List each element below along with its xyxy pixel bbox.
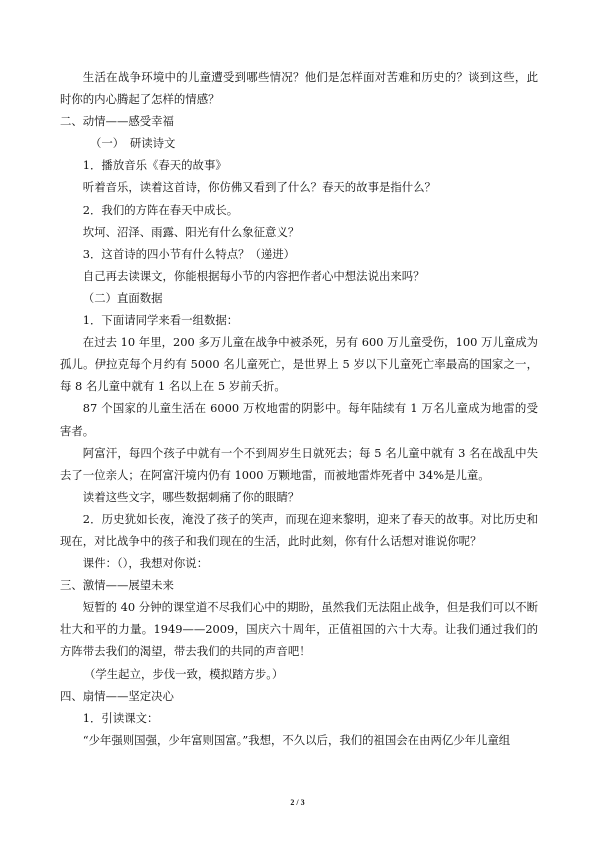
paragraph: 1．下面请同学来看一组数据： bbox=[82, 313, 239, 328]
paragraph: 2．历史犹如长夜，淹没了孩子的笑声，而现在迎来黎明，迎来了春天的故事。对比历史和现在，对比战争中的孩子和我们现在的生活，此时此刻，你有什么话想对谁说你呢？ bbox=[60, 511, 538, 548]
paragraph: （二）直面数据 bbox=[82, 290, 163, 305]
paragraph: 读着这些文字，哪些数据刺痛了你的眼睛？ bbox=[82, 489, 300, 504]
document-body bbox=[60, 66, 538, 751]
paragraph: 1．引读课文： bbox=[82, 710, 159, 725]
paragraph: 87 个国家的儿童生活在 6000 万枚地雷的阴影中。每年陆续有 1 万名儿童成为地雷的受害者。 bbox=[60, 401, 538, 438]
paragraph: 自己再去读课文，你能根据每小节的内容把作者心中想法说出来吗？ bbox=[82, 268, 425, 283]
paragraph: 阿富汗，每四个孩子中就有一个不到周岁生日就死去；每 5 名儿童中就有 3 名在战乱中失去了一位亲人；在阿富汗境内仍有 1000 万颗地雷，而被地雷炸死者中 34%是儿童。 bbox=[60, 445, 538, 482]
paragraph: （学生起立，步伐一致，模拟踏方步。） bbox=[84, 666, 284, 681]
paragraph: 二、动情——感受幸福 bbox=[60, 114, 174, 129]
paragraph: 生活在战争环境中的儿童遭受到哪些情况？他们是怎样面对苦难和历史的？谈到这些，此时你的内心腾起了怎样的情感？ bbox=[60, 70, 538, 107]
paragraph: 课件：（），我想对你说： bbox=[82, 556, 209, 571]
paragraph: 1．播放音乐《春天的故事》 bbox=[82, 158, 227, 173]
paragraph: 坎坷、沼泽、雨露、阳光有什么象征意义？ bbox=[82, 224, 300, 239]
paragraph: 在过去 10 年里，200 多万儿童在战争中被杀死，另有 600 万儿童受伤，100 万儿童成为孤儿。伊拉克每个月约有 5000 名儿童死亡，是世界上 5 岁以下儿童死亡率最高的国家之一，每 8 名儿童中就有 1 名以上在 5 岁前夭折。 bbox=[60, 335, 538, 394]
paragraph: 听着音乐，读着这首诗，你仿佛又看到了什么？春天的故事是指什么？ bbox=[82, 180, 436, 195]
paragraph: 四、扇情——坚定决心 bbox=[60, 688, 174, 703]
page-number: 2 / 3 bbox=[290, 798, 305, 807]
paragraph: （一） 研读诗文 bbox=[90, 136, 176, 151]
paragraph: “少年强则国强，少年富则国富。”我想，不久以后，我们的祖国会在由两亿少年儿童组 bbox=[82, 732, 511, 747]
paragraph: 短暂的 40 分钟的课堂道不尽我们心中的期盼，虽然我们无法阻止战争，但是我们可以不断壮大和平的力量。1949——2009，国庆六十周年，正值祖国的六十大寿。让我们通过我们的方阵带去我们的渴望，带去我们的共同的声音吧！ bbox=[60, 600, 538, 659]
paragraph: 三、激情——展望未来 bbox=[60, 578, 174, 593]
paragraph: 2．我们的方阵在春天中成长。 bbox=[82, 202, 239, 217]
paragraph: 3．这首诗的四小节有什么特点？（递进） bbox=[82, 246, 296, 261]
